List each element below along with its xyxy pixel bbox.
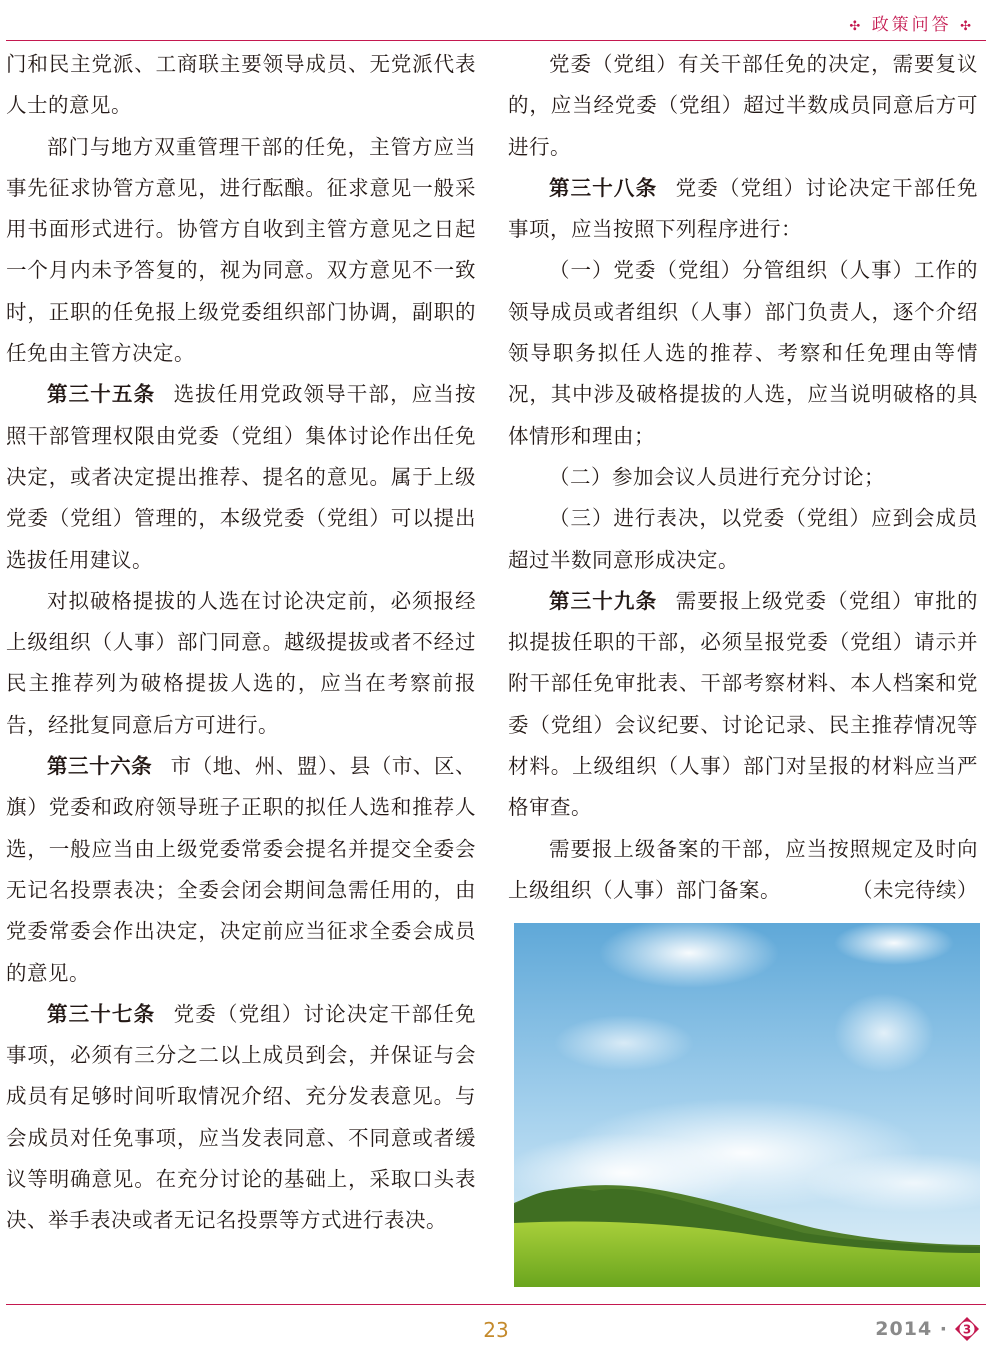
paragraph-text: 党委（党组）讨论决定干部任免事项，必须有三分之二以上成员到会，并保证与会成员有足够时间听取情况介绍、充分发表意见。与会成员对任免事项，应当发表同意、不同意或者缓议等明确意见。在充分讨论的基础上，采取口头表决、举手表决或者无记名投票等方式进行表决。	[6, 1001, 477, 1233]
issue-number-badge	[954, 1316, 980, 1342]
article-number: 第三十九条	[549, 588, 658, 613]
paragraph-text: 部门与地方双重管理干部的任免，主管方应当事先征求协管方意见，进行酝酿。征求意见一般采用书面形式进行。协管方自收到主管方意见之日起一个月内未予答复的，视为同意。双方意见不一致时，正职的任免报上级党委组织部门协调，副职的任免由主管方决定。	[6, 134, 476, 366]
article-paragraph	[6, 994, 476, 1242]
paragraph-text: 门和民主党派、工商联主要领导成员、无党派代表人士的意见。	[6, 52, 476, 118]
landscape-photo	[514, 923, 980, 1287]
paragraph	[508, 457, 978, 498]
paragraph-text: （三）进行表决，以党委（党组）应到会成员超过半数同意形成决定。	[508, 506, 978, 572]
paragraph-text: 对拟破格提拔的人选在讨论决定前，必须报经上级组织（人事）部门同意。越级提拔或者不经过民主推荐列为破格提拔人选的，应当在考察前报告，经批复同意后方可进行。	[6, 588, 476, 737]
paragraph	[508, 250, 978, 456]
paragraph	[6, 44, 476, 127]
paragraph-text: （二）参加会议人员进行充分讨论；	[549, 464, 885, 489]
to-be-continued-note: （未完待续）	[852, 877, 978, 902]
right-column	[508, 44, 978, 911]
article-paragraph	[508, 168, 978, 251]
paragraph	[508, 829, 978, 912]
paragraph	[508, 44, 978, 168]
paragraph-text: 需要报上级备案的干部，应当按照规定及时向上级组织（人事）部门备案。	[508, 836, 978, 902]
footer-rule	[6, 1304, 986, 1305]
paragraph-text: 党委（党组）讨论决定干部任免事项，应当按照下列程序进行：	[508, 175, 979, 242]
page-number: 23	[483, 1318, 509, 1342]
article-paragraph	[6, 746, 476, 994]
article-paragraph	[6, 374, 476, 580]
cross-ornament-icon: ✣	[960, 19, 974, 34]
left-column	[6, 44, 476, 1242]
article-number: 第三十七条	[47, 1001, 156, 1026]
paragraph	[6, 127, 476, 375]
paragraph	[508, 498, 978, 581]
article-number: 第三十五条	[47, 382, 156, 407]
paragraph-text: 选拔任用党政领导干部，应当按照干部管理权限由党委（党组）集体讨论作出任免决定，或者决定提出推荐、提名的意见。属于上级党委（党组）管理的，本级党委（党组）可以提出选拔任用建议。	[6, 382, 477, 572]
cross-ornament-icon: ✣	[849, 19, 864, 34]
issue-year: 2014 ·	[875, 1318, 948, 1340]
header-rule	[6, 40, 986, 41]
article-number: 第三十六条	[47, 754, 153, 779]
paragraph	[6, 581, 476, 746]
issue-number: 3	[962, 1322, 972, 1337]
section-title: 政策问答	[871, 15, 952, 35]
paragraph-text: 党委（党组）有关干部任免的决定，需要复议的，应当经党委（党组）超过半数成员同意后方可进行。	[508, 52, 978, 159]
paragraph-text: 需要报上级党委（党组）审批的拟提拔任职的干部，必须呈报党委（党组）请示并附干部任免审批表、干部考察材料、本人档案和党委（党组）会议纪要、讨论记录、民主推荐情况等材料。上级组织（人事）部门对呈报的材料应当严格审查。	[508, 588, 979, 820]
article-paragraph	[508, 581, 978, 829]
section-header	[849, 10, 974, 35]
article-number: 第三十八条	[549, 175, 658, 200]
paragraph-text: 市（地、州、盟）、县（市、区、旗）党委和政府领导班子正职的拟任人选和推荐人选，一般应当由上级党委常委会提名并提交全委会无记名投票表决；全委会闭会期间急需任用的，由党委常委会作出决定，决定前应当征求全委会成员的意见。	[6, 754, 477, 985]
paragraph-text: （一）党委（党组）分管组织（人事）工作的领导成员或者组织（人事）部门负责人，逐个介绍领导职务拟任人选的推荐、考察和任免理由等情况，其中涉及破格提拔的人选，应当说明破格的具体情形和理由；	[508, 258, 978, 448]
